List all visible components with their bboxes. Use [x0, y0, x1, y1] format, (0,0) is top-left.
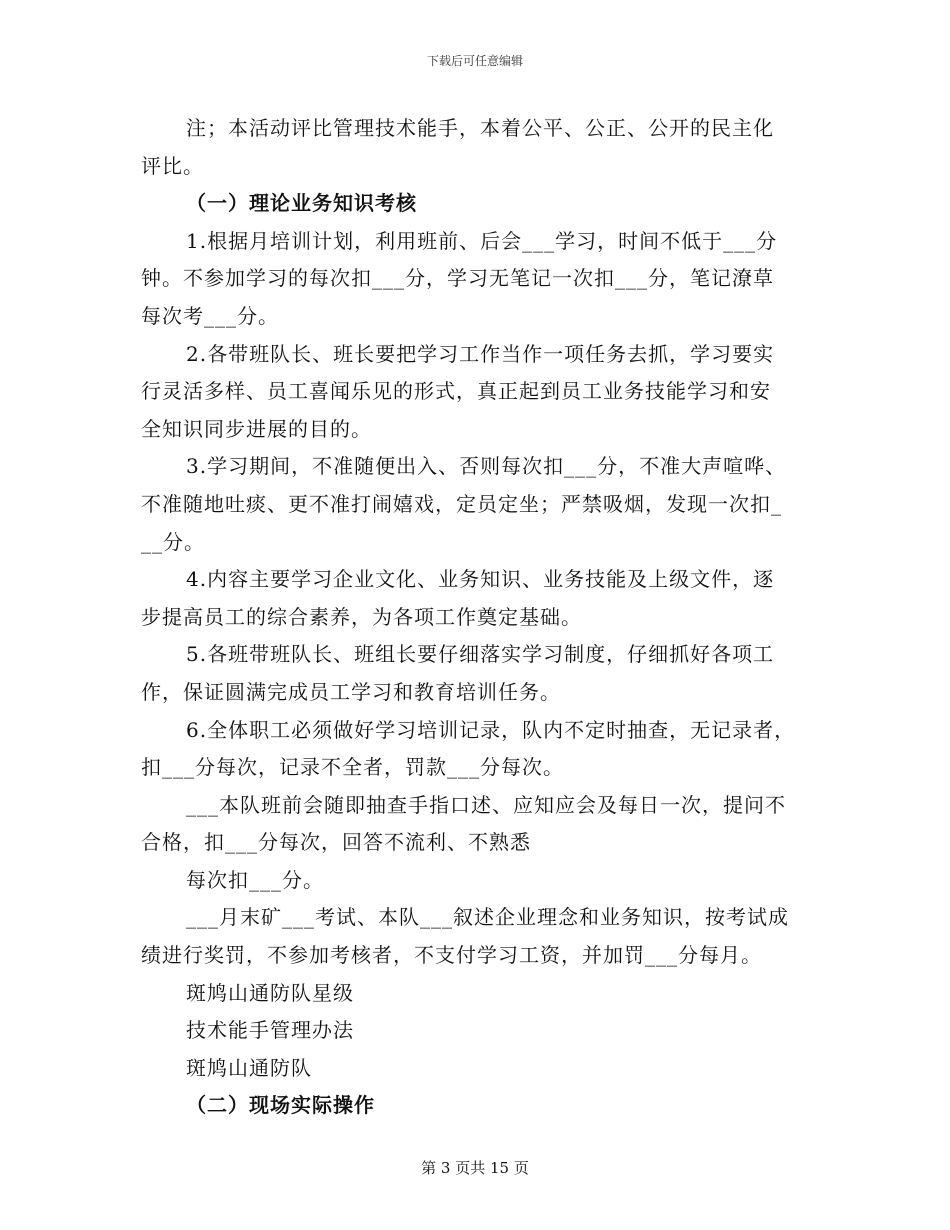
paragraph-line: 技术能手管理办法 [186, 1018, 354, 1043]
paragraph-line: 不准随地吐痰、更不准打闹嬉戏，定员定坐；严禁吸烟，发现一次扣_ [141, 491, 782, 516]
document-body [141, 110, 811, 1125]
paragraph-line: 行灵活多样、员工喜闻乐见的形式，真正起到员工业务技能学习和安 [141, 379, 771, 404]
paragraph-line: 6.全体职工必须做好学习培训记录，队内不定时抽查，无记录者， [186, 717, 796, 742]
section-heading: （一）理论业务知识考核 [186, 191, 417, 216]
paragraph-line: 1.根据月培训计划，利用班前、后会___学习，时间不低于___分 [186, 228, 778, 253]
paragraph-line: ___月末矿___考试、本队___叙述企业理念和业务知识，按考试成 [186, 905, 789, 930]
paragraph-line: 注；本活动评比管理技术能手，本着公平、公正、公开的民主化 [186, 116, 774, 140]
paragraph-line: 2.各带班队长、班长要把学习工作当作一项任务去抓，学习要实 [186, 341, 775, 366]
paragraph-line: 斑鸠山通防队 [186, 1055, 312, 1080]
page-header: 下载后可任意编辑 [426, 54, 523, 68]
paragraph-line: 步提高员工的综合素养，为各项工作奠定基础。 [141, 604, 582, 629]
paragraph-line: 4.内容主要学习企业文化、业务知识、业务技能及上级文件，逐 [186, 567, 775, 592]
paragraph-line: 斑鸠山通防队星级 [186, 980, 354, 1005]
paragraph-line: 全知识同步进展的目的。 [141, 416, 372, 441]
page-footer: 第 3 页共 15 页 [421, 1159, 529, 1177]
paragraph-line: ___本队班前会随即抽查手指口述、应知应会及每日一次，提问不 [186, 792, 786, 817]
paragraph-line: 作，保证圆满完成员工学习和教育培训任务。 [141, 679, 561, 704]
paragraph-line: 3.学习期间，不准随便出入、否则每次扣___分，不准大声喧哗、 [186, 454, 787, 479]
paragraph-line: 5.各班带班队长、班组长要仔细落实学习制度，仔细抓好各项工 [186, 642, 775, 667]
paragraph-line: 每次考___分。 [141, 303, 279, 328]
paragraph-line: 钟。不参加学习的每次扣___分，学习无笔记一次扣___分，笔记潦草 [141, 266, 774, 291]
paragraph-line: __分。 [141, 529, 205, 554]
paragraph-line: 合格，扣___分每次，回答不流利、不熟悉 [141, 830, 531, 855]
paragraph-line: 扣___分每次，记录不全者，罚款___分每次。 [141, 755, 564, 780]
paragraph-line: 每次扣___分。 [186, 867, 324, 892]
section-heading: （二）现场实际操作 [186, 1093, 375, 1118]
paragraph-line: 评比。 [141, 153, 204, 178]
paragraph-line: 绩进行奖罚，不参加考核者，不支付学习工资，并加罚___分每月。 [141, 943, 762, 968]
